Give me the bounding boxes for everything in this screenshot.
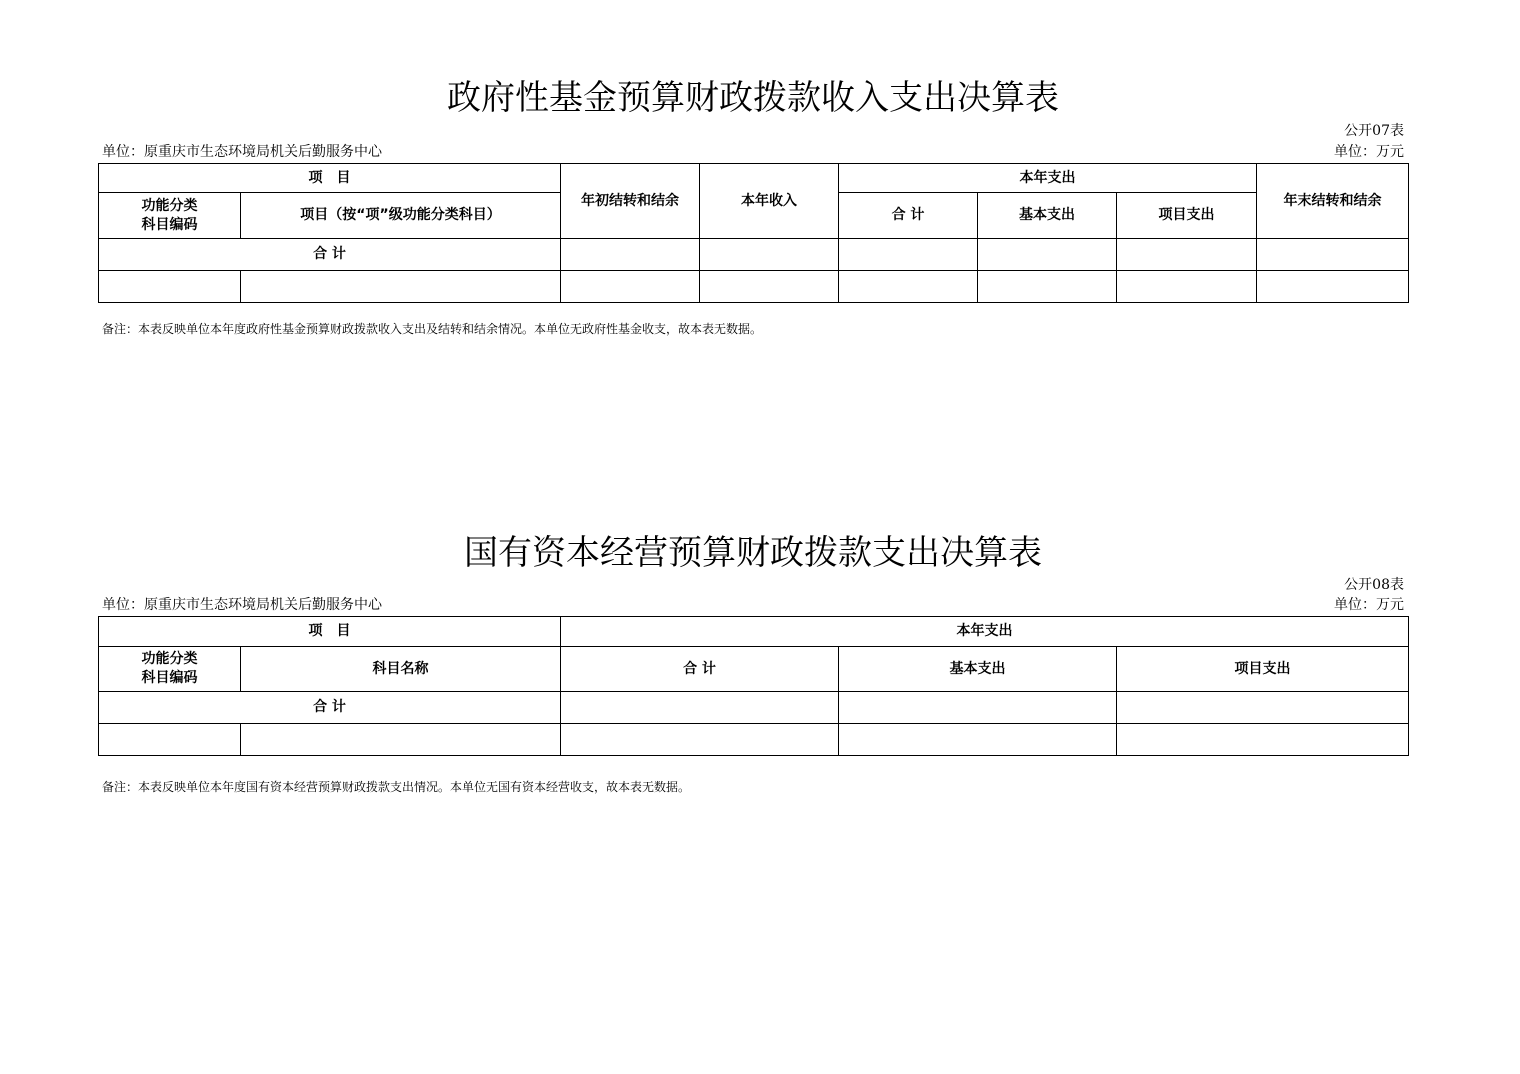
table2-unit-currency: 单位：万元 — [1334, 597, 1404, 613]
header-basic: 基本支出 — [839, 647, 1117, 692]
table2-code: 公开08表 — [1344, 577, 1404, 593]
table1-code: 公开07表 — [1344, 123, 1404, 139]
table-cell — [99, 724, 241, 756]
table-cell — [839, 692, 1117, 724]
table1-title: 政府性基金预算财政拨款收入支出决算表 — [447, 78, 1059, 118]
section-state-capital — [98, 0, 1408, 820]
total-row-label: 合 计 — [99, 692, 561, 724]
header-item-name: 项目（按“项”级功能分类科目） — [241, 193, 561, 239]
table-cell — [1117, 724, 1409, 756]
table-cell — [1117, 692, 1409, 724]
table2-title: 国有资本经营预算财政拨款支出决算表 — [464, 533, 1042, 573]
table-cell — [561, 692, 839, 724]
table-row-total — [99, 692, 1409, 724]
table-cell — [561, 724, 839, 756]
header-item: 项 目 — [99, 164, 561, 193]
header-total: 合 计 — [561, 647, 839, 692]
header-expense: 本年支出 — [839, 164, 1257, 193]
table1-note: 备注：本表反映单位本年度政府性基金预算财政拨款收入支出及结转和结余情况。本单位无政府性基金收支，故本表无数据。 — [102, 322, 763, 336]
table1-unit-currency: 单位：万元 — [1334, 144, 1404, 160]
header-func-code-line2: 科目编码 — [141, 670, 198, 686]
total-row-label: 合 计 — [99, 239, 561, 271]
header-expense: 本年支出 — [561, 617, 1409, 647]
header-func-code-line1: 功能分类 — [141, 651, 198, 667]
header-project: 项目支出 — [1117, 193, 1257, 239]
table2-unit-org: 单位：原重庆市生态环境局机关后勤服务中心 — [102, 597, 382, 613]
header-func-code — [99, 647, 241, 692]
table-cell — [241, 724, 561, 756]
header-end-balance: 年末结转和结余 — [1257, 164, 1409, 239]
header-basic: 基本支出 — [978, 193, 1117, 239]
table-cell — [839, 724, 1117, 756]
table2-note: 备注：本表反映单位本年度国有资本经营预算财政拨款支出情况。本单位无国有资本经营收支，故本表无数据。 — [102, 780, 691, 794]
table1-unit-org: 单位：原重庆市生态环境局机关后勤服务中心 — [102, 144, 382, 160]
header-total: 合 计 — [839, 193, 978, 239]
header-project: 项目支出 — [1117, 647, 1409, 692]
header-income: 本年收入 — [700, 164, 839, 239]
header-item: 项 目 — [99, 617, 561, 647]
header-begin-balance: 年初结转和结余 — [561, 164, 700, 239]
header-func-code-line2: 科目编码 — [141, 216, 198, 233]
table-row — [99, 724, 1409, 756]
header-item-name: 科目名称 — [241, 647, 561, 692]
table2-grid — [98, 616, 1409, 756]
header-func-code-line1: 功能分类 — [141, 197, 198, 214]
